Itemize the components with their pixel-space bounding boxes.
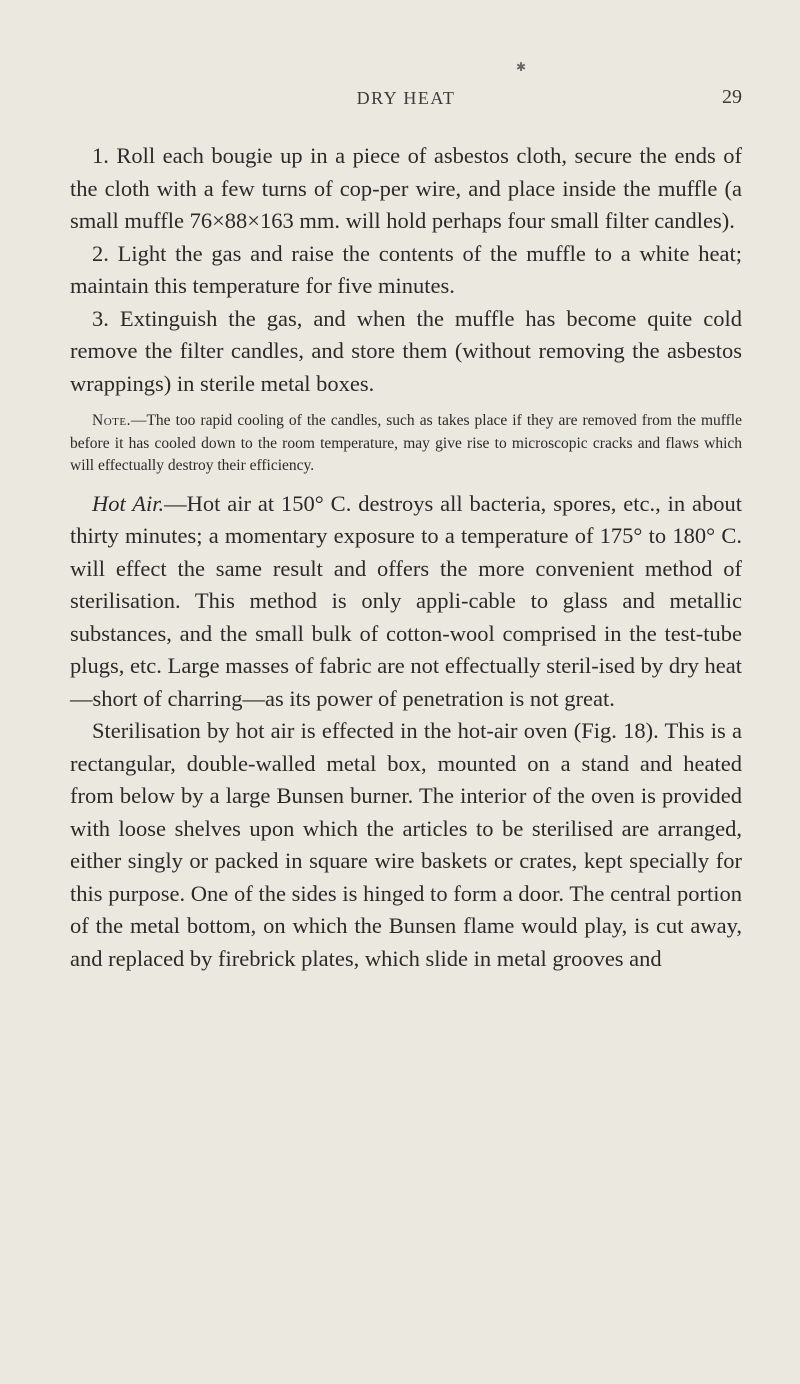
step-1: 1. Roll each bougie up in a piece of asbestos cloth, secure the ends of the cloth with a few turns of cop-per wire, and place inside the muffle (a small muffle 76×88×163 mm. will hold perhaps four small filter candles).	[70, 143, 742, 233]
note-label: Note.	[92, 412, 131, 429]
note-paragraph	[70, 410, 742, 478]
note-text: —The too rapid cooling of the candles, such as takes place if they are removed from the muffle before it has cooled down to the room temperature, may give rise to microscopic cracks and flaws which will effectually destroy their efficiency.	[70, 412, 742, 475]
hot-air-text: —Hot air at 150° C. destroys all bacteria, spores, etc., in about thirty minutes; a momentary exposure to a temperature of 175° to 180° C. will effect the same result and offers the more convenient method of sterilisation. This method is only appli-cable to glass and metallic substances, and the small bulk of cotton-wool comprised in the test-tube plugs, etc. Large masses of fabric are not effectually steril-ised by dry heat—short of charring—as its power of penetration is not great.	[70, 490, 742, 711]
running-head	[70, 88, 742, 112]
step-2: 2. Light the gas and raise the contents of the muffle to a white heat; maintain this temperature for five minutes.	[70, 240, 742, 298]
step-3: 3. Extinguish the gas, and when the muffle has become quite cold remove the filter candles, and store them (without removing the asbestos wrappings) in sterile metal boxes.	[70, 305, 742, 396]
page-number: 29	[722, 86, 742, 108]
printer-mark: ✱	[516, 60, 527, 74]
hot-air-heading: Hot Air.	[92, 490, 165, 516]
oven-paragraph: Sterilisation by hot air is effected in the hot-air oven (Fig. 18). This is a rectangular, double-walled metal box, mounted on a stand and heated from below by a large Bunsen burner. The interior of the oven is provided with loose shelves upon which the articles to be sterilised are arranged, either singly or packed in square wire baskets or crates, kept specially for this purpose. One of the sides is hinged to form a door. The central portion of the metal bottom, on which the Bunsen flame would play, is cut away, and replaced by firebrick plates, which slide in metal grooves and	[70, 718, 742, 971]
hot-air-paragraph	[70, 488, 742, 716]
body-text	[70, 140, 742, 975]
running-title: DRY HEAT	[356, 88, 456, 108]
